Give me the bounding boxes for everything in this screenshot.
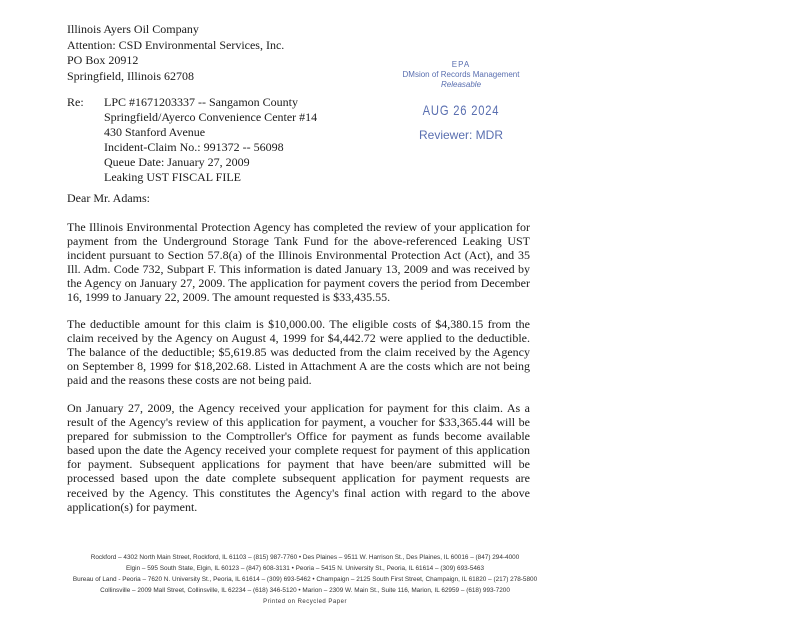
paragraph-review: The Illinois Environmental Protection Agency has completed the review of your application for payment from the Underground Storage Tank Fund for the above-referenced Leaking UST incident pursuant to Section 57.8(a) of the Illinois Environmental Protection Act (Act), and 35 Ill. Adm. Code 732, Subpart F. This information is dated January 13, 2009 and was received by the Agency on January 27, 2009. The application for payment covers the period from December 16, 1999 to January 22, 2009. The amount requested is $33,435.55. <box>67 220 530 305</box>
reference-line: 430 Stanford Avenue <box>104 125 206 139</box>
company-name: Illinois Ayers Oil Company <box>67 22 199 36</box>
stamp-agency: EPA <box>451 60 471 69</box>
office-footer <box>30 552 580 608</box>
reference-line: Queue Date: January 27, 2009 <box>104 155 250 169</box>
attention-line: Attention: CSD Environmental Services, Inc. <box>67 37 285 52</box>
recycled-paper-note: Printed on Recycled Paper <box>263 599 347 605</box>
stamp-division: DMsion of Records Management <box>402 70 520 79</box>
reference-line: Springfield/Ayerco Convenience Center #14 <box>104 110 318 124</box>
stamp-reviewer: Reviewer: MDR <box>418 128 503 142</box>
recipient-address <box>67 22 284 84</box>
footer-line: Rockford – 4302 North Main Street, Rockford, IL 61103 – (815) 987-7760 • Des Plaines – 9511 W. Harrison St., Des Plaines, IL 60016 – (847) 294-4000 <box>90 554 520 561</box>
salutation: Dear Mr. Adams: <box>67 191 150 205</box>
stamp-date: AUG 26 2024 <box>422 102 500 118</box>
reference-line: LPC #1671203337 -- Sangamon County <box>104 95 298 109</box>
paragraph-voucher: On January 27, 2009, the Agency received your application for payment for this claim. As a result of the Agency's review of this application for payment, a voucher for $33,365.44 will be prepared for submission to the Comptroller's Office for payment as funds become available based upon the date the Agency received your complete request for payment of this application for payment. Subsequent applications for payment that have been/are submitted will be processed based upon the date complete subsequent application for payment requests are received by the Agency. This constitutes the Agency's final action with regard to the above application(s) for payment. <box>67 401 530 514</box>
reference-label: Re: <box>67 95 84 109</box>
footer-line: Bureau of Land - Peoria – 7620 N. University St., Peoria, IL 61614 – (309) 693-5462 • Champaign – 2125 South First Street, Champaign, IL 61820 – (217) 278-5800 <box>72 576 538 583</box>
received-stamp <box>386 60 536 142</box>
paragraph-deductible: The deductible amount for this claim is $10,000.00. The eligible costs of $4,380.15 from the claim received by the Agency on August 4, 1999 for $4,442.72 were applied to the deductible. The balance of the deductible; $5,619.85 was deducted from the claim received by the Agency on September 8, 1999 for $18,202.68. Listed in Attachment A are the costs which are not being paid and the reasons these costs are not being paid. <box>67 317 530 388</box>
po-box: PO Box 20912 <box>67 53 139 67</box>
reference-line: Leaking UST FISCAL FILE <box>104 170 241 184</box>
reference-line: Incident-Claim No.: 991372 -- 56098 <box>104 140 284 154</box>
stamp-releasable: Releasable <box>440 80 482 89</box>
city-line: Springfield, Illinois 62708 <box>67 68 194 83</box>
footer-line: Elgin – 595 South State, Elgin, IL 60123 – (847) 608-3131 • Peoria – 5415 N. University St., Peoria, IL 61614 – (309) 693-5463 <box>125 565 485 572</box>
footer-line: Collinsville – 2009 Mall Street, Collinsville, IL 62234 – (618) 346-5120 • Marion – 2309 W. Main St., Suite 116, Marion, IL 62959 – (618) 993-7200 <box>100 587 510 594</box>
